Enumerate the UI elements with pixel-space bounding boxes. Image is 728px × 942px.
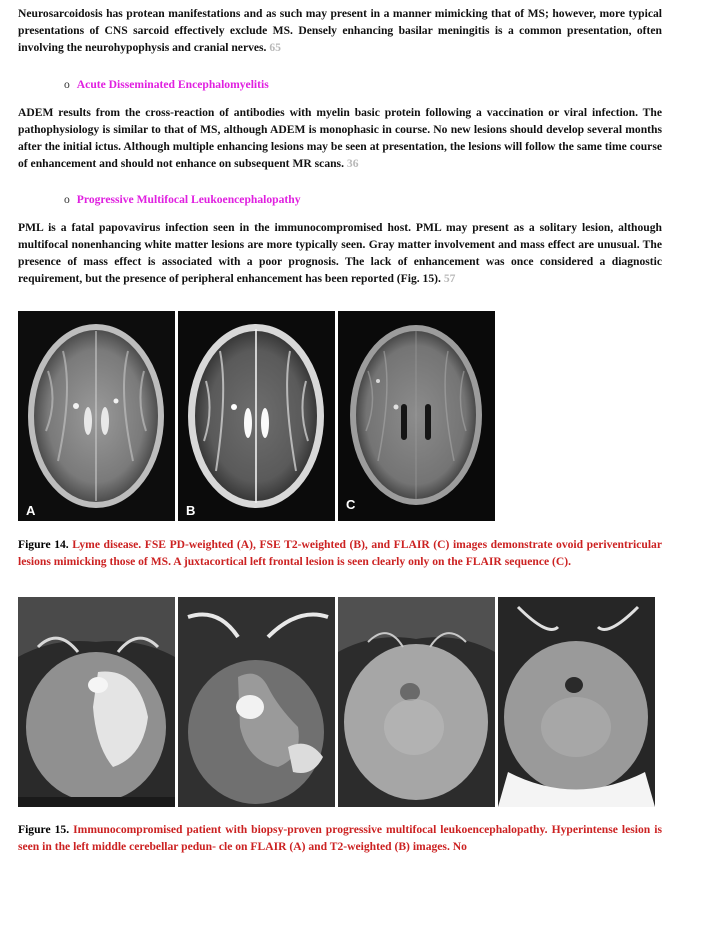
section-heading-adem <box>64 77 269 93</box>
section-heading-label[interactable]: Progressive Multifocal Leukoencephalopathy <box>76 193 301 206</box>
panel-label-c: C <box>346 497 356 512</box>
reference-number[interactable]: 65 <box>269 40 281 54</box>
panel-label-b: B <box>186 503 196 518</box>
figure-label: Figure 15. <box>18 823 70 836</box>
bullet-marker-icon: o <box>64 193 70 206</box>
figure15-image-2 <box>178 597 335 807</box>
section-heading-pml <box>64 192 301 208</box>
section-heading-label[interactable]: Acute Disseminated Encephalomyelitis <box>76 78 269 91</box>
figure15-caption <box>18 822 662 856</box>
paragraph-adem <box>18 105 662 173</box>
figure14-image-b <box>178 311 335 521</box>
figure14-image-a <box>18 311 175 521</box>
figure15-image-3 <box>338 597 495 807</box>
figure15-image-4 <box>498 597 655 807</box>
bullet-marker-icon: o <box>64 78 70 91</box>
panel-label-a: A <box>26 503 36 518</box>
figure14-image-c <box>338 311 495 521</box>
paragraph-pml <box>18 220 662 288</box>
figure15-image-1 <box>18 597 175 807</box>
figure-label: Figure 14. <box>18 538 69 551</box>
paragraph-text: PML is a fatal papovavirus infection seen in the immunocompromised host. PML may present as a solitary lesion, although multifocal nonenhancing white matter lesions are more typically seen. Gray matter involvement and mass effect are unusual. The presence of mass effect is associated with a poor prognosis. The lack of enhancement was once considered a diagnostic requirement, but the presence of peripheral enhancement has been reported (Fig. 15). <box>18 221 662 285</box>
reference-number[interactable]: 36 <box>346 156 359 170</box>
paragraph-neurosarcoidosis <box>18 6 662 57</box>
caption-text: Immunocompromised patient with biopsy-proven progressive multifocal leukoencephalopathy. Hyperintense lesion is seen in the left middle cerebellar pedun- cle on FLAIR (A) and T2-weighted (B) images. No <box>18 823 662 853</box>
paragraph-text: Neurosarcoidosis has protean manifestations and as such may present in a manner mimicking that of MS; however, more typical presentations of CNS sarcoid effectively exclude MS. Densely enhancing basilar meningitis is a common presentation, often involving the neurohypophysis and cranial nerves. <box>18 7 662 54</box>
caption-text: Lyme disease. FSE PD-weighted (A), FSE T2-weighted (B), and FLAIR (C) images demonstrate ovoid periventricular lesions mimicking those of MS. A juxtacortical left frontal lesion is seen clearly only on the FLAIR sequence (C). <box>18 538 662 568</box>
paragraph-text: ADEM results from the cross-reaction of antibodies with myelin basic protein following a vaccination or viral infection. The pathophysiology is similar to that of MS, although ADEM is monophasic in course. No new lesions should develop several months after the initial ictus. Although multiple enhancing lesions may be seen at presentation, the lesions will follow the same time course of enhancement and should not enhance on subsequent MR scans. <box>18 106 662 170</box>
figure14-caption <box>18 537 662 571</box>
reference-number[interactable]: 57 <box>443 271 456 285</box>
